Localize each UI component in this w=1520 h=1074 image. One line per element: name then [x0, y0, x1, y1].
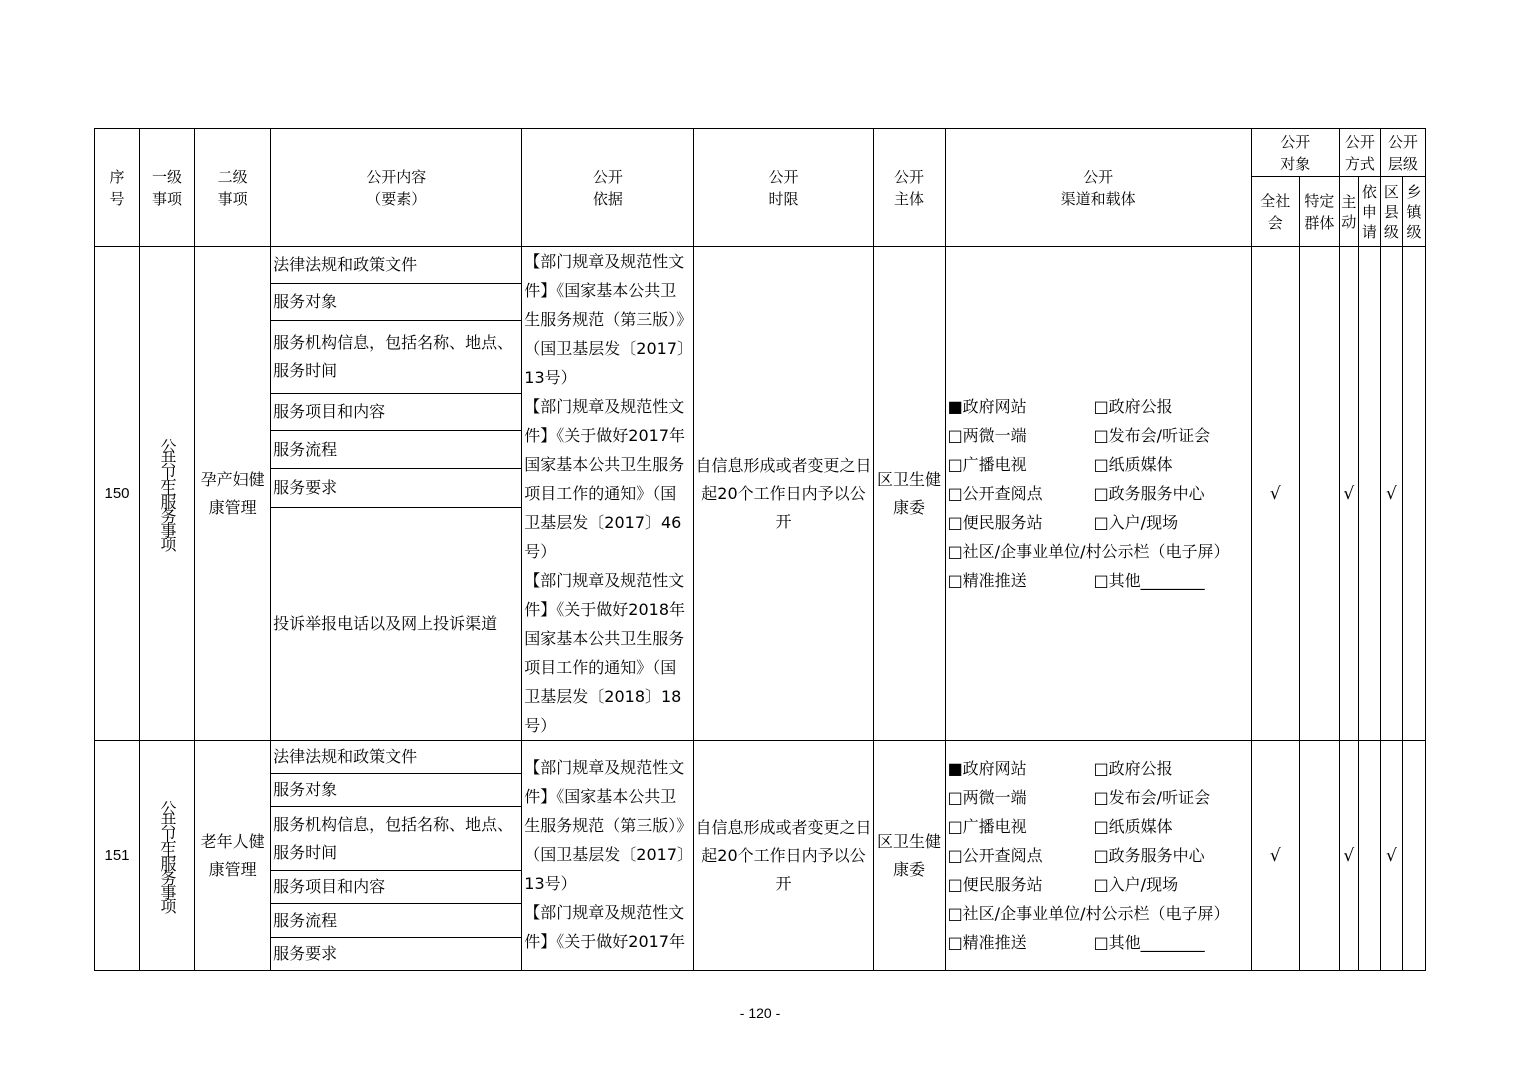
content-item: 服务要求	[271, 938, 522, 971]
header-method-active: 主 动	[1339, 177, 1358, 247]
channel-option: □便民服务站	[947, 875, 1043, 894]
basis-line: 【部门规章及规范性文	[524, 903, 685, 922]
content-item: 投诉举报电话以及网上投诉渠道	[271, 507, 522, 740]
content-item: 服务流程	[271, 430, 522, 468]
row-channels	[945, 247, 1251, 741]
channel-option: ■政府网站	[947, 397, 1027, 416]
channel-row	[948, 392, 1251, 421]
basis-line: 生服务规范（第三版）》	[524, 816, 693, 835]
basis-line: （国卫基层发〔2017〕	[524, 845, 694, 864]
row-subject: 区卫生健康委	[873, 247, 945, 741]
channel-row	[948, 928, 1251, 957]
target-all-mark: √	[1251, 247, 1299, 741]
channel-option: □其他________	[1093, 933, 1205, 952]
basis-line: 【部门规章及规范性文	[524, 397, 685, 416]
channel-option: □政务服务中心	[1093, 484, 1205, 503]
basis-line: 件】《国家基本公共卫	[524, 281, 677, 300]
content-item: 服务流程	[271, 904, 522, 938]
basis-line: 13号）	[524, 874, 577, 893]
header-target-specific: 特定 群体	[1299, 177, 1339, 247]
channel-option: □广播电视	[947, 455, 1027, 474]
header-content: 公开内容 （要素）	[271, 129, 522, 247]
target-specific-mark	[1299, 247, 1339, 741]
channel-option: □两微一端	[947, 426, 1027, 445]
content-item: 服务项目和内容	[271, 871, 522, 904]
channel-option: □广播电视	[947, 817, 1027, 836]
row-basis	[522, 247, 694, 741]
row-deadline: 自信息形成或者变更之日起20个工作日内予以公开	[694, 741, 873, 971]
channel-option: □两微一端	[947, 788, 1027, 807]
channel-row	[948, 479, 1251, 508]
row-level1: 公共卫生服务事项	[140, 247, 195, 741]
channel-option: □精准推送	[947, 933, 1027, 952]
content-item: 服务要求	[271, 469, 522, 507]
header-level-district: 区 县 级	[1380, 177, 1402, 247]
content-item: 服务机构信息，包括名称、地点、服务时间	[271, 321, 522, 393]
content-item: 服务对象	[271, 774, 522, 807]
header-channels: 公开 渠道和载体	[945, 129, 1251, 247]
level-district-mark: √	[1380, 741, 1402, 971]
channel-option: □政府公报	[1093, 397, 1173, 416]
channel-row	[948, 421, 1251, 450]
header-level1: 一级 事项	[140, 129, 195, 247]
channel-row	[948, 450, 1251, 479]
row-seq: 151	[95, 741, 140, 971]
basis-line: 项目工作的通知》（国	[524, 658, 677, 677]
basis-line: 件】《国家基本公共卫	[524, 787, 677, 806]
basis-line: （国卫基层发〔2017〕	[524, 339, 694, 358]
header-deadline: 公开 时限	[694, 129, 873, 247]
channel-row	[948, 841, 1251, 870]
header-target: 公开 对象	[1251, 129, 1339, 177]
channel-option: □纸质媒体	[1093, 817, 1173, 836]
basis-line: 卫基层发〔2018〕18号）	[524, 687, 682, 735]
channel-option: □公开查阅点	[947, 484, 1043, 503]
channel-row	[948, 566, 1251, 595]
channel-option: □政务服务中心	[1093, 846, 1205, 865]
basis-line: 卫基层发〔2017〕46号）	[524, 513, 682, 561]
level-town-mark	[1402, 247, 1425, 741]
channel-row	[948, 812, 1251, 841]
row-basis	[522, 741, 694, 971]
header-subject: 公开 主体	[873, 129, 945, 247]
channel-option: □精准推送	[947, 571, 1027, 590]
basis-line: 【部门规章及规范性文	[524, 758, 685, 777]
basis-line: 【部门规章及规范性文	[524, 252, 685, 271]
basis-line: 国家基本公共卫生服务	[524, 629, 685, 648]
disclosure-table	[94, 128, 1426, 971]
channel-option: □发布会/听证会	[1093, 426, 1211, 445]
channel-option: □入户/现场	[1093, 875, 1179, 894]
basis-line: 件】《关于做好2017年	[524, 932, 686, 951]
basis-line: 【部门规章及规范性文	[524, 571, 685, 590]
table-row	[95, 741, 1426, 774]
channel-row	[948, 537, 1251, 566]
channel-option: ■政府网站	[947, 759, 1027, 778]
content-item: 法律法规和政策文件	[271, 741, 522, 774]
method-active-mark: √	[1339, 741, 1358, 971]
level-district-mark: √	[1380, 247, 1402, 741]
method-apply-mark	[1358, 247, 1380, 741]
channel-option: □入户/现场	[1093, 513, 1179, 532]
content-item: 服务项目和内容	[271, 393, 522, 430]
header-level2: 二级 事项	[195, 129, 271, 247]
header-method-apply: 依 申 请	[1358, 177, 1380, 247]
header-seq: 序 号	[95, 129, 140, 247]
channel-option: □纸质媒体	[1093, 455, 1173, 474]
channel-row	[948, 783, 1251, 812]
channel-option: □其他________	[1093, 571, 1205, 590]
basis-line: 件】《关于做好2017年	[524, 426, 686, 445]
row-level2: 老年人健康管理	[195, 741, 271, 971]
channel-row	[948, 754, 1251, 783]
channel-option: □公开查阅点	[947, 846, 1043, 865]
row-deadline: 自信息形成或者变更之日起20个工作日内予以公开	[694, 247, 873, 741]
page-number: - 120 -	[739, 1005, 781, 1021]
basis-line: 项目工作的通知》（国	[524, 484, 677, 503]
method-active-mark: √	[1339, 247, 1358, 741]
channel-option: □社区/企事业单位/村公示栏（电子屏）	[947, 542, 1230, 561]
basis-line: 件】《关于做好2018年	[524, 600, 686, 619]
target-specific-mark	[1299, 741, 1339, 971]
channel-row	[948, 899, 1251, 928]
target-all-mark: √	[1251, 741, 1299, 971]
header-level-town: 乡 镇 级	[1402, 177, 1425, 247]
row-subject: 区卫生健康委	[873, 741, 945, 971]
channel-row	[948, 508, 1251, 537]
header-method: 公开 方式	[1339, 129, 1380, 177]
header-level: 公开 层级	[1380, 129, 1425, 177]
basis-line: 国家基本公共卫生服务	[524, 455, 685, 474]
header-basis: 公开 依据	[522, 129, 694, 247]
channel-option: □发布会/听证会	[1093, 788, 1211, 807]
row-level1: 公共卫生服务事项	[140, 741, 195, 971]
channel-row	[948, 870, 1251, 899]
channel-option: □社区/企事业单位/村公示栏（电子屏）	[947, 904, 1230, 923]
content-item: 服务机构信息，包括名称、地点、服务时间	[271, 807, 522, 871]
channel-option: □政府公报	[1093, 759, 1173, 778]
table-row	[95, 247, 1426, 284]
channel-option: □便民服务站	[947, 513, 1043, 532]
basis-line: 13号）	[524, 368, 577, 387]
method-apply-mark	[1358, 741, 1380, 971]
row-level2: 孕产妇健康管理	[195, 247, 271, 741]
content-item: 法律法规和政策文件	[271, 247, 522, 284]
content-item: 服务对象	[271, 284, 522, 321]
header-target-all: 全社 会	[1251, 177, 1299, 247]
row-seq: 150	[95, 247, 140, 741]
level-town-mark	[1402, 741, 1425, 971]
row-channels	[945, 741, 1251, 971]
basis-line: 生服务规范（第三版）》	[524, 310, 693, 329]
